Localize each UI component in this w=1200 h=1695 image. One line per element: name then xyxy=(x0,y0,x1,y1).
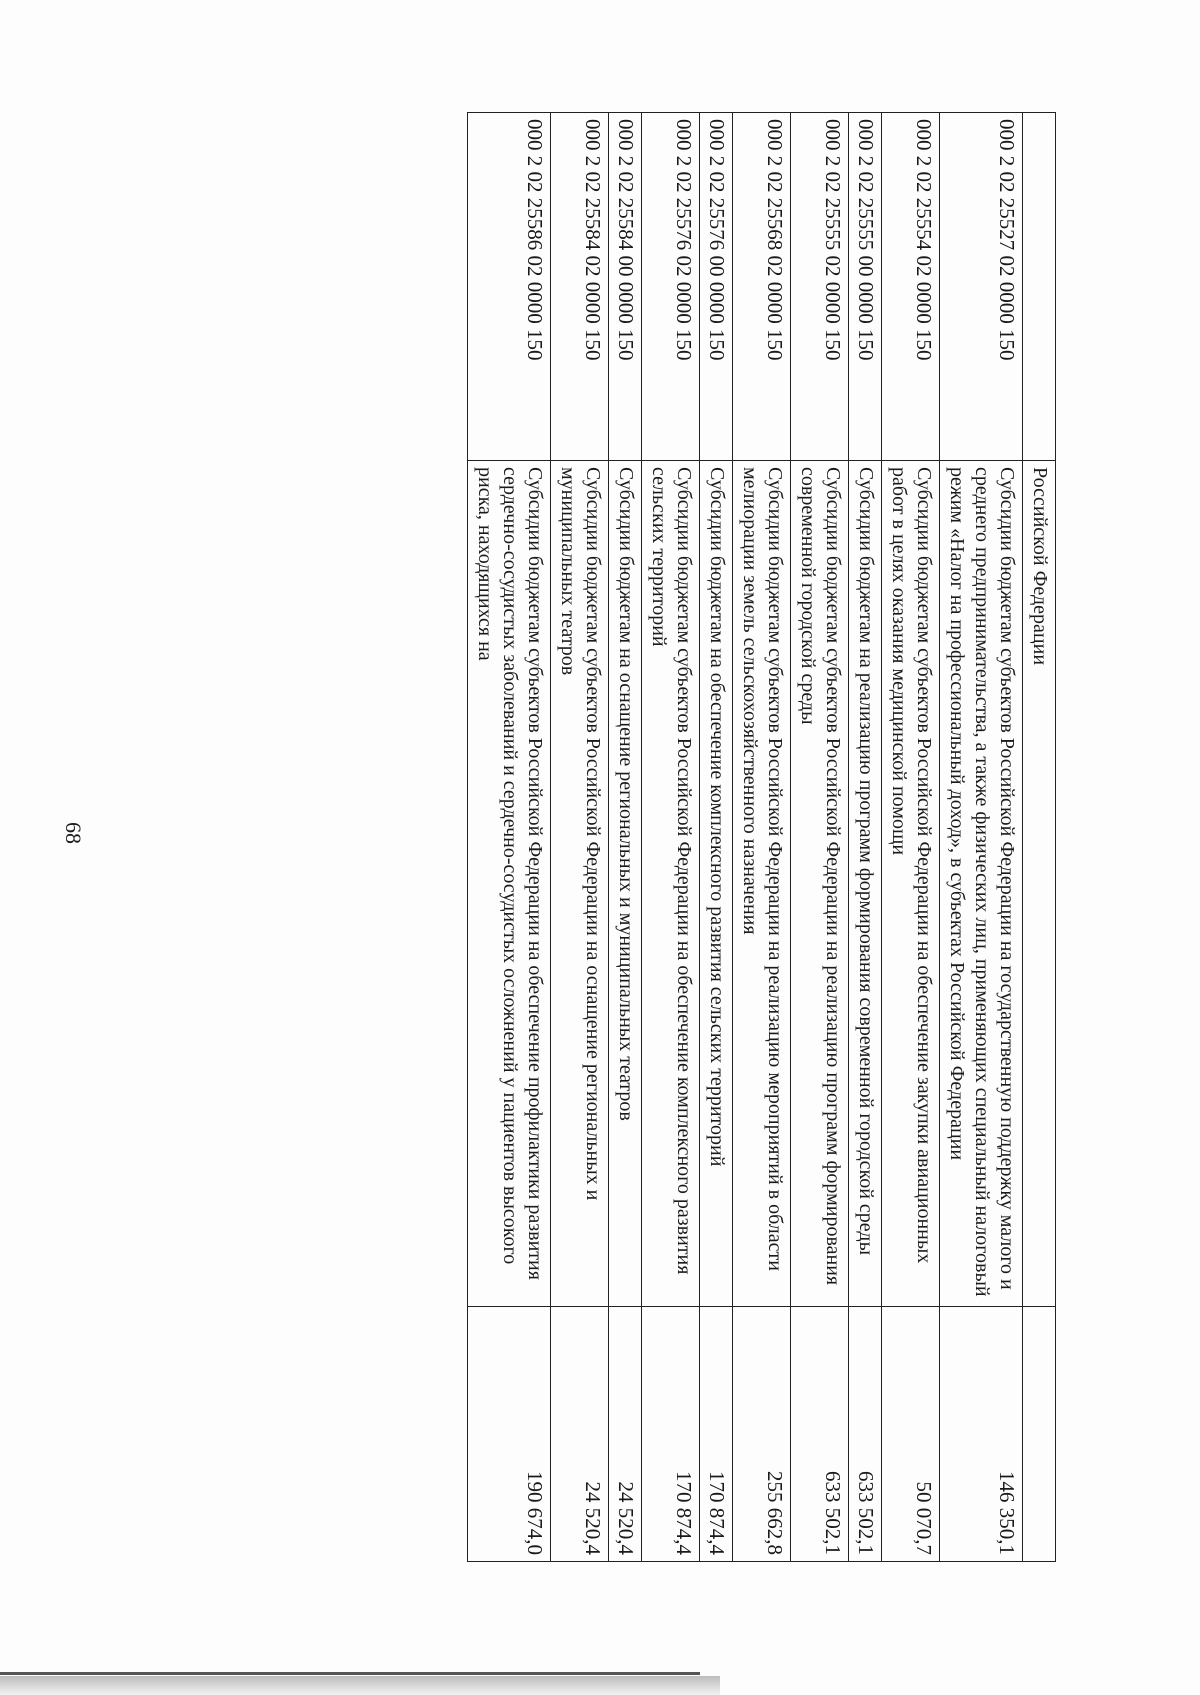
budget-code-cell: 000 2 02 25576 02 0000 150 xyxy=(642,113,700,461)
budget-table-body xyxy=(468,113,1056,1562)
description-cell: Субсидии бюджетам субъектов Российской Федерации на обеспечение профилактики развития сердечно-сосудистых заболеваний и сердечно-сосудистых осложнений у пациентов высокого риска, находящихся на xyxy=(468,461,551,1307)
table-row xyxy=(642,113,700,1562)
amount-cell: 24 520,4 xyxy=(551,1306,609,1561)
budget-table xyxy=(467,112,1056,1562)
table-row xyxy=(468,113,551,1562)
header-amount-cell xyxy=(1023,1306,1056,1561)
budget-code-cell: 000 2 02 25568 02 0000 150 xyxy=(733,113,791,461)
budget-code-cell: 000 2 02 25527 02 0000 150 xyxy=(940,113,1023,461)
description-cell: Субсидии бюджетам субъектов Российской Федерации на оснащение региональных и муниципальных театров xyxy=(551,461,609,1307)
description-cell: Субсидии бюджетам субъектов Российской Федерации на обеспечение комплексного развития сельских территорий xyxy=(642,461,700,1307)
table-row xyxy=(609,113,642,1562)
scan-edge-line xyxy=(0,1672,700,1675)
amount-cell: 190 674,0 xyxy=(468,1306,551,1561)
scan-edge-shadow xyxy=(0,1676,720,1695)
amount-cell: 170 874,4 xyxy=(642,1306,700,1561)
table-row xyxy=(733,113,791,1562)
amount-cell: 146 350,1 xyxy=(940,1306,1023,1561)
budget-code-cell: 000 2 02 25554 02 0000 150 xyxy=(882,113,940,461)
table-header-row xyxy=(1023,113,1056,1562)
amount-cell: 255 662,8 xyxy=(733,1306,791,1561)
description-cell: Субсидии бюджетам субъектов Российской Федерации на обеспечение закупки авиационных работ в целях оказания медицинской помощи xyxy=(882,461,940,1307)
budget-table-wrapper xyxy=(467,112,1056,1562)
table-row xyxy=(882,113,940,1562)
description-cell: Субсидии бюджетам на реализацию программ формирования современной городской среды xyxy=(849,461,882,1307)
table-row xyxy=(849,113,882,1562)
description-cell: Субсидии бюджетам на обеспечение комплексного развития сельских территорий xyxy=(700,461,733,1307)
table-row xyxy=(791,113,849,1562)
amount-cell: 24 520,4 xyxy=(609,1306,642,1561)
amount-cell: 170 874,4 xyxy=(700,1306,733,1561)
description-cell: Субсидии бюджетам на оснащение региональных и муниципальных театров xyxy=(609,461,642,1307)
description-cell: Субсидии бюджетам субъектов Российской Федерации на реализацию программ формирования современной городской среды xyxy=(791,461,849,1307)
budget-code-cell: 000 2 02 25555 00 0000 150 xyxy=(849,113,882,461)
description-cell: Субсидии бюджетам субъектов Российской Федерации на реализацию мероприятий в области мелиорации земель сельскохозяйственного назначения xyxy=(733,461,791,1307)
header-description-cell: Российской Федерации xyxy=(1023,461,1056,1307)
header-code-cell xyxy=(1023,113,1056,461)
budget-code-cell: 000 2 02 25555 02 0000 150 xyxy=(791,113,849,461)
budget-code-cell: 000 2 02 25584 00 0000 150 xyxy=(609,113,642,461)
table-row xyxy=(551,113,609,1562)
budget-code-cell: 000 2 02 25576 00 0000 150 xyxy=(700,113,733,461)
budget-code-cell: 000 2 02 25586 02 0000 150 xyxy=(468,113,551,461)
description-cell: Субсидии бюджетам субъектов Российской Федерации на государственную поддержку малого и среднего предпринимательства, а также физических лиц, применяющих специальный налоговый режим «Налог на профессиональный доход», в субъектах Российской Федерации xyxy=(940,461,1023,1307)
amount-cell: 50 070,7 xyxy=(882,1306,940,1561)
amount-cell: 633 502,1 xyxy=(791,1306,849,1561)
table-row xyxy=(940,113,1023,1562)
page-number: 68 xyxy=(61,822,86,844)
budget-code-cell: 000 2 02 25584 02 0000 150 xyxy=(551,113,609,461)
amount-cell: 633 502,1 xyxy=(849,1306,882,1561)
table-row xyxy=(700,113,733,1562)
